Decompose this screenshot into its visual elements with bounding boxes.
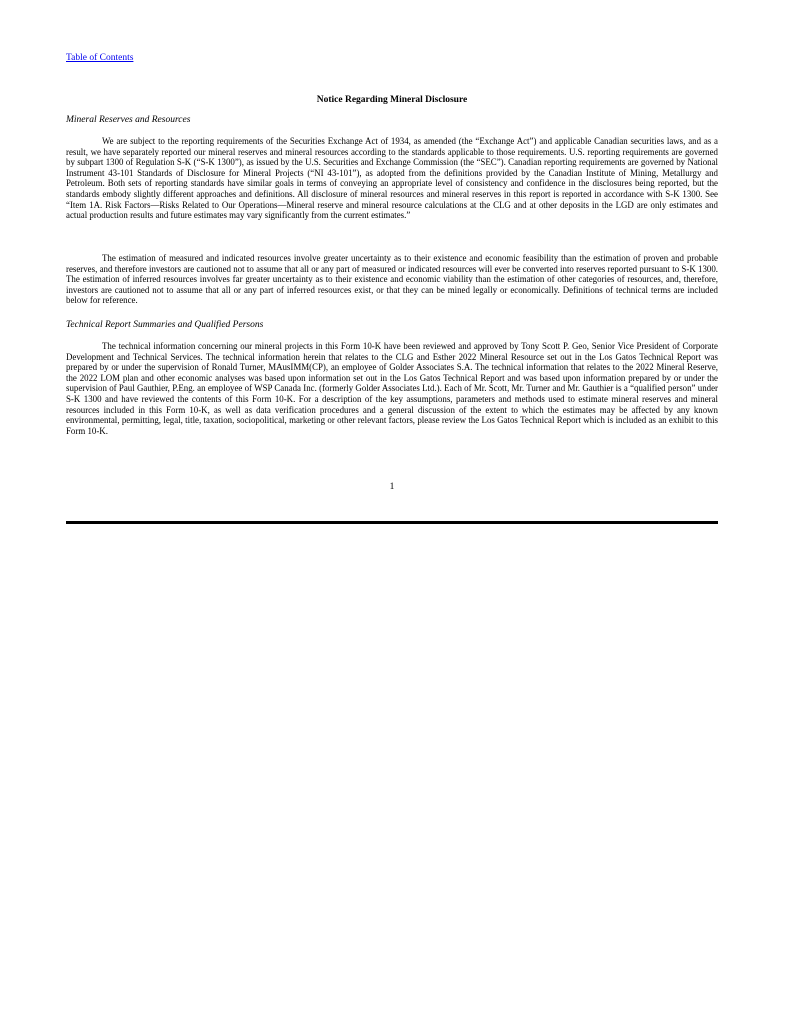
page-title: Notice Regarding Mineral Disclosure [316, 95, 468, 105]
page-divider [66, 521, 718, 524]
page-number: 1 [389, 482, 395, 492]
table-of-contents-link[interactable]: Table of Contents [66, 53, 134, 63]
paragraph-qualified-persons: The technical information concerning our mineral projects in this Form 10-K have been reviewed and approved by Tony Scott P. Geo, Senior Vice President of Corporate Development and Technical Services. The technical information herein that relates to the CLG and Esther 2022 Mineral Resource set out in the Los Gatos Technical Report was prepared by or under the supervision of Ronald Turner, MAusIMM(CP), an employee of Golder Associates S.A. The technical information that relates to the 2022 Mineral Reserve, the 2022 LOM plan and other economic analyses was based upon information set out in the Los Gatos Technical Report and was based upon information prepared by or under the supervision of Paul Gauthier, P.Eng. an employee of WSP Canada Inc. (formerly Golder Associates Ltd.). Each of Mr. Scott, Mr. Turner and Mr. Gauthier is a “qualified person” under S-K 1300 and have reviewed the contents of this Form 10-K. For a description of the key assumptions, parameters and methods used to estimate mineral reserves and mineral resources included in this Form 10-K, as well as data verification procedures and a general discussion of the extent to which the estimates may be affected by any known environmental, permitting, legal, title, taxation, sociopolitical, marketing or other relevant factors, please review the Los Gatos Technical Report which is included as an exhibit to this Form 10-K. [66, 341, 718, 436]
section-heading-mineral-reserves: Mineral Reserves and Resources [66, 115, 191, 125]
paragraph-estimation-uncertainty: The estimation of measured and indicated resources involve greater uncertainty as to their existence and economic feasibility than the estimation of proven and probable reserves, and therefore investors are cautioned not to assume that all or any part of measured or indicated resources will ever be converted into reserves reported pursuant to S-K 1300. The estimation of inferred resources involves far greater uncertainty as to their existence and economic viability than the estimation of other categories of resources, and, therefore, investors are cautioned not to assume that all or any part of inferred resources exist, or that they can be mined legally or economically. Definitions of technical terms are included below for reference. [66, 253, 718, 306]
paragraph-reporting-requirements: We are subject to the reporting requirements of the Securities Exchange Act of 1934, as amended (the “Exchange Act”) and applicable Canadian securities laws, and as a result, we have separately reported our mineral reserves and mineral resources according to the standards applicable to those requirements. U.S. reporting requirements are governed by subpart 1300 of Regulation S-K (“S-K 1300”), as issued by the U.S. Securities and Exchange Commission (the “SEC”). Canadian reporting requirements are governed by National Instrument 43-101 Standards of Disclosure for Mineral Projects (“NI 43-101”), as adopted from the definitions provided by the Canadian Institute of Mining, Metallurgy and Petroleum. Both sets of reporting standards have similar goals in terms of conveying an appropriate level of consistency and confidence in the disclosures being reported, but the standards embody slightly different approaches and definitions. All disclosure of mineral resources and mineral reserves in this report is reported in accordance with S-K 1300. See “Item 1A. Risk Factors—Risks Related to Our Operations—Mineral reserve and mineral resource calculations at the CLG and at other deposits in the LGD are only estimates and actual production results and future estimates may vary significantly from the current estimates.” [66, 136, 718, 221]
section-heading-technical-report: Technical Report Summaries and Qualified Persons [66, 320, 264, 330]
